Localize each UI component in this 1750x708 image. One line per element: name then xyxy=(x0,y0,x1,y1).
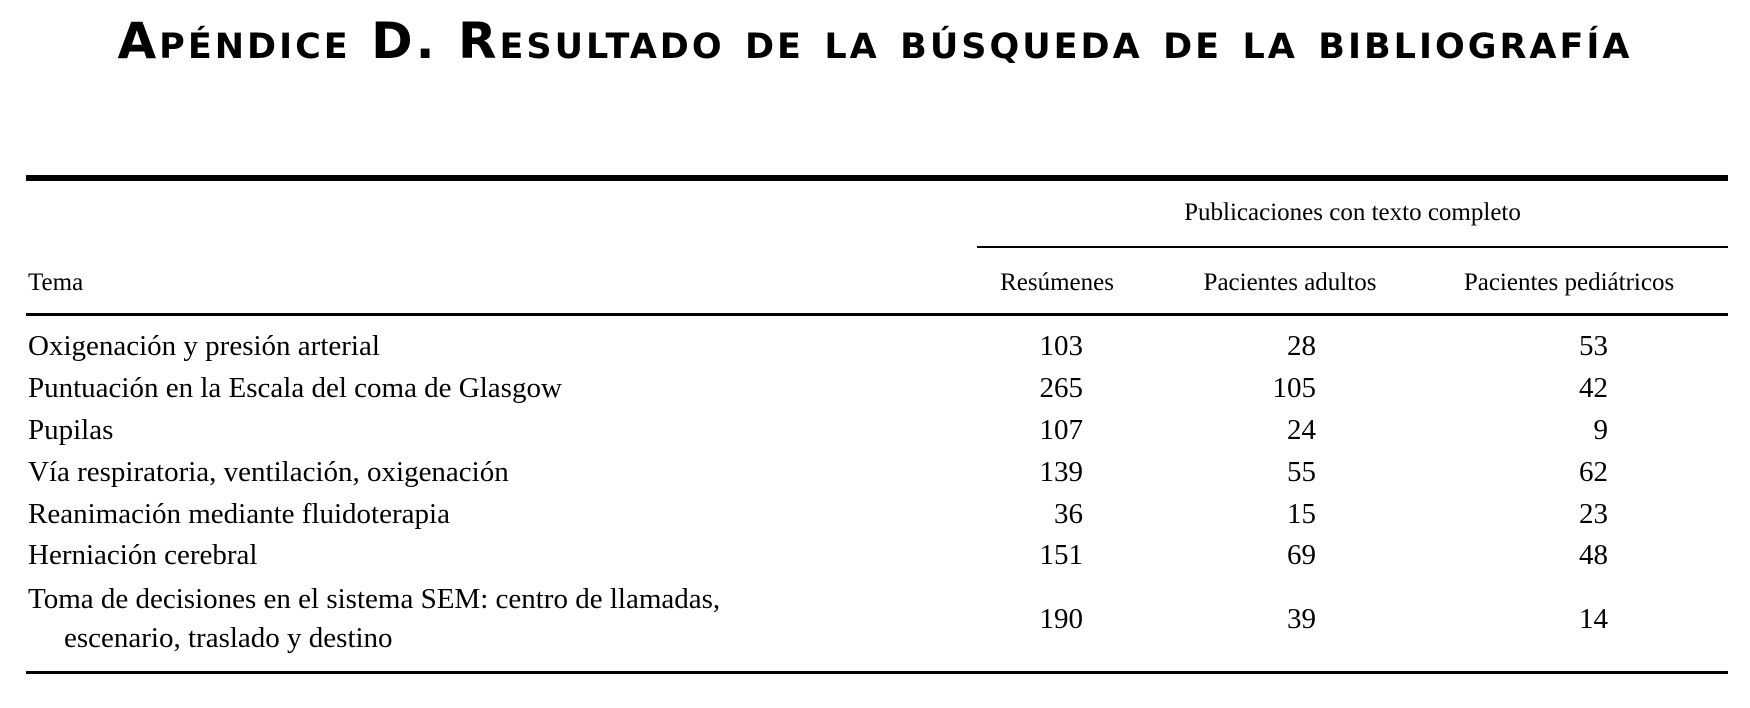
table-top-rule xyxy=(26,175,1728,181)
cell-resumenes: 265 xyxy=(1039,372,1083,404)
row-tema: Pupilas xyxy=(28,414,114,446)
column-header-tema: Tema xyxy=(28,269,84,296)
row-tema: Herniación cerebral xyxy=(28,539,258,571)
cell-pediatricos: 48 xyxy=(1579,539,1608,571)
row-tema: Puntuación en la Escala del coma de Glasgow xyxy=(28,372,562,404)
group-header-rule xyxy=(977,246,1728,248)
cell-adultos: 55 xyxy=(1287,456,1316,488)
header-rule xyxy=(26,313,1728,316)
row-tema: Vía respiratoria, ventilación, oxigenación xyxy=(28,456,509,488)
column-header-pediatricos: Pacientes pediátricos xyxy=(1463,269,1675,296)
cell-resumenes: 151 xyxy=(1039,539,1083,571)
cell-resumenes: 139 xyxy=(1039,456,1083,488)
cell-adultos: 15 xyxy=(1287,498,1316,530)
cell-resumenes: 190 xyxy=(1039,603,1083,635)
cell-adultos: 69 xyxy=(1287,539,1316,571)
cell-pediatricos: 53 xyxy=(1579,330,1608,362)
cell-adultos: 105 xyxy=(1272,372,1316,404)
cell-adultos: 39 xyxy=(1287,603,1316,635)
cell-pediatricos: 42 xyxy=(1579,372,1608,404)
cell-adultos: 28 xyxy=(1287,330,1316,362)
row-tema: Reanimación mediante fluidoterapia xyxy=(28,498,450,530)
cell-resumenes: 107 xyxy=(1039,414,1083,446)
row-tema-continuation: escenario, traslado y destino xyxy=(64,622,393,654)
row-tema: Oxigenación y presión arterial xyxy=(28,330,380,362)
group-header-full-text: Publicaciones con texto completo xyxy=(1184,199,1521,226)
cell-pediatricos: 23 xyxy=(1579,498,1608,530)
cell-resumenes: 103 xyxy=(1039,330,1083,362)
cell-pediatricos: 62 xyxy=(1579,456,1608,488)
column-header-adultos: Pacientes adultos xyxy=(1203,269,1377,296)
table-bottom-rule xyxy=(26,671,1728,674)
appendix-title: Apéndice D. Resultado de la búsqueda de la bibliografía xyxy=(117,12,1633,70)
cell-pediatricos: 9 xyxy=(1593,414,1608,446)
row-tema: Toma de decisiones en el sistema SEM: centro de llamadas, xyxy=(28,583,721,615)
column-header-resumenes: Resúmenes xyxy=(1000,269,1114,296)
cell-adultos: 24 xyxy=(1287,414,1316,446)
cell-resumenes: 36 xyxy=(1054,498,1083,530)
cell-pediatricos: 14 xyxy=(1579,603,1608,635)
